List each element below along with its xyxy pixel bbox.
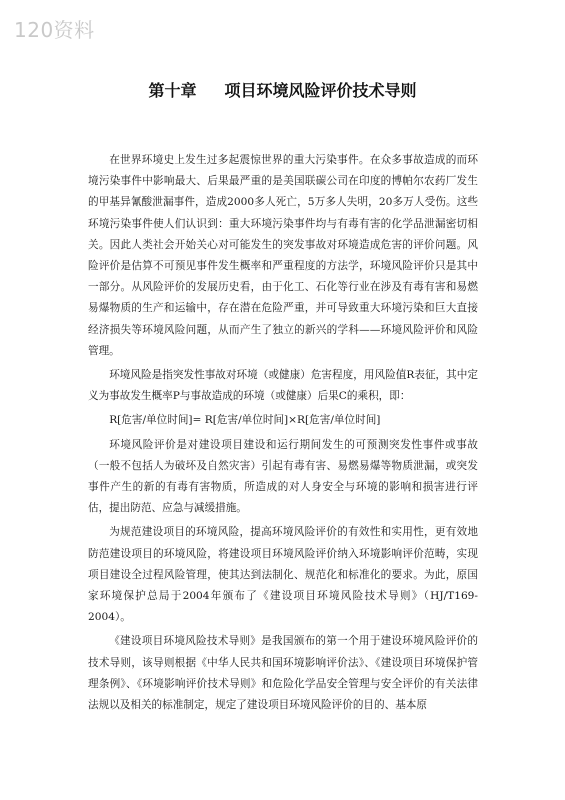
page-title	[0, 78, 565, 101]
chapter-number: 第十章	[148, 81, 197, 100]
chapter-title: 项目环境风险评价技术导则	[224, 81, 417, 100]
paragraph-intro: 在世界环境史上发生过多起震惊世界的重大污染事件。在众多事故造成的而环境污染事件中影响最大、后果最严重的是美国联碳公司在印度的博帕尔农药厂发生的甲基异氰酸泄漏事件，造成2000多人死亡，5万多人失明，20多万人受伤。这些环境污染事件使人们认识到：重大环境污染事件均与有毒有害的化学品泄漏密切相关。因此人类社会开始关心对可能发生的突发事故对环境造成危害的评价问题。风险评价是估算不可预见事件发生概率和严重程度的方法学，环境风险评价只是其中一部分。从风险评价的发展历史看，由于化工、石化等行业在涉及有毒有害和易燃易爆物质的生产和运输中，存在潜在危险严重，并可导致重大环境污染和巨大直接经济损失等环境风险问题，从而产生了独立的新兴的学科——环境风险评价和风险管理。	[88, 154, 478, 357]
paragraph-regulation: 为规范建设项目的环境风险，提高环境风险评价的有效性和实用性，更有效地防范建设项目的环境风险，将建设项目环境风险评价纳入环境影响评价范畴，实现项目建设全过程风险管理，使其达到法制化、规范化和标准化的要求。为此，原国家环境保护总局于2004年颁布了《建设项目环境风险技术导则》（HJ/T169-2004）。	[88, 526, 478, 624]
paragraph-risk-definition: 环境风险是指突发性事故对环境（或健康）危害程度，用风险值R表征，其中定义为事故发生概率P与事故造成的环境（或健康）后果C的乘积，即：	[88, 369, 478, 403]
paragraph-risk-assessment: 环境风险评价是对建设项目建设和运行期间发生的可预测突发性事件或事故（一般不包括人为破坏及自然灾害）引起有毒有害、易燃易爆等物质泄漏，或突发事件产生的新的有毒有害物质，所造成的对人身安全与环境的影响和损害进行评估，提出防范、应急与减缓措施。	[88, 438, 478, 515]
risk-formula: R[危害/单位时间]= R[危害/单位时间]×R[危害/单位时间]	[109, 414, 381, 427]
document-body	[88, 150, 478, 716]
paragraph-guideline: 《建设项目环境风险技术导则》是我国颁布的第一个用于建设环境风险评价的技术导则，该导则根据《中华人民共和国环境影响评价法》、《建设项目环境保护管理条例》、《环境影响评价技术导则》和危险化学品安全管理与安全评价的有关法律法规以及相关的标准制定，规定了建设项目环境风险评价的目的、基本原	[88, 635, 478, 712]
watermark: 120资料	[14, 18, 95, 42]
